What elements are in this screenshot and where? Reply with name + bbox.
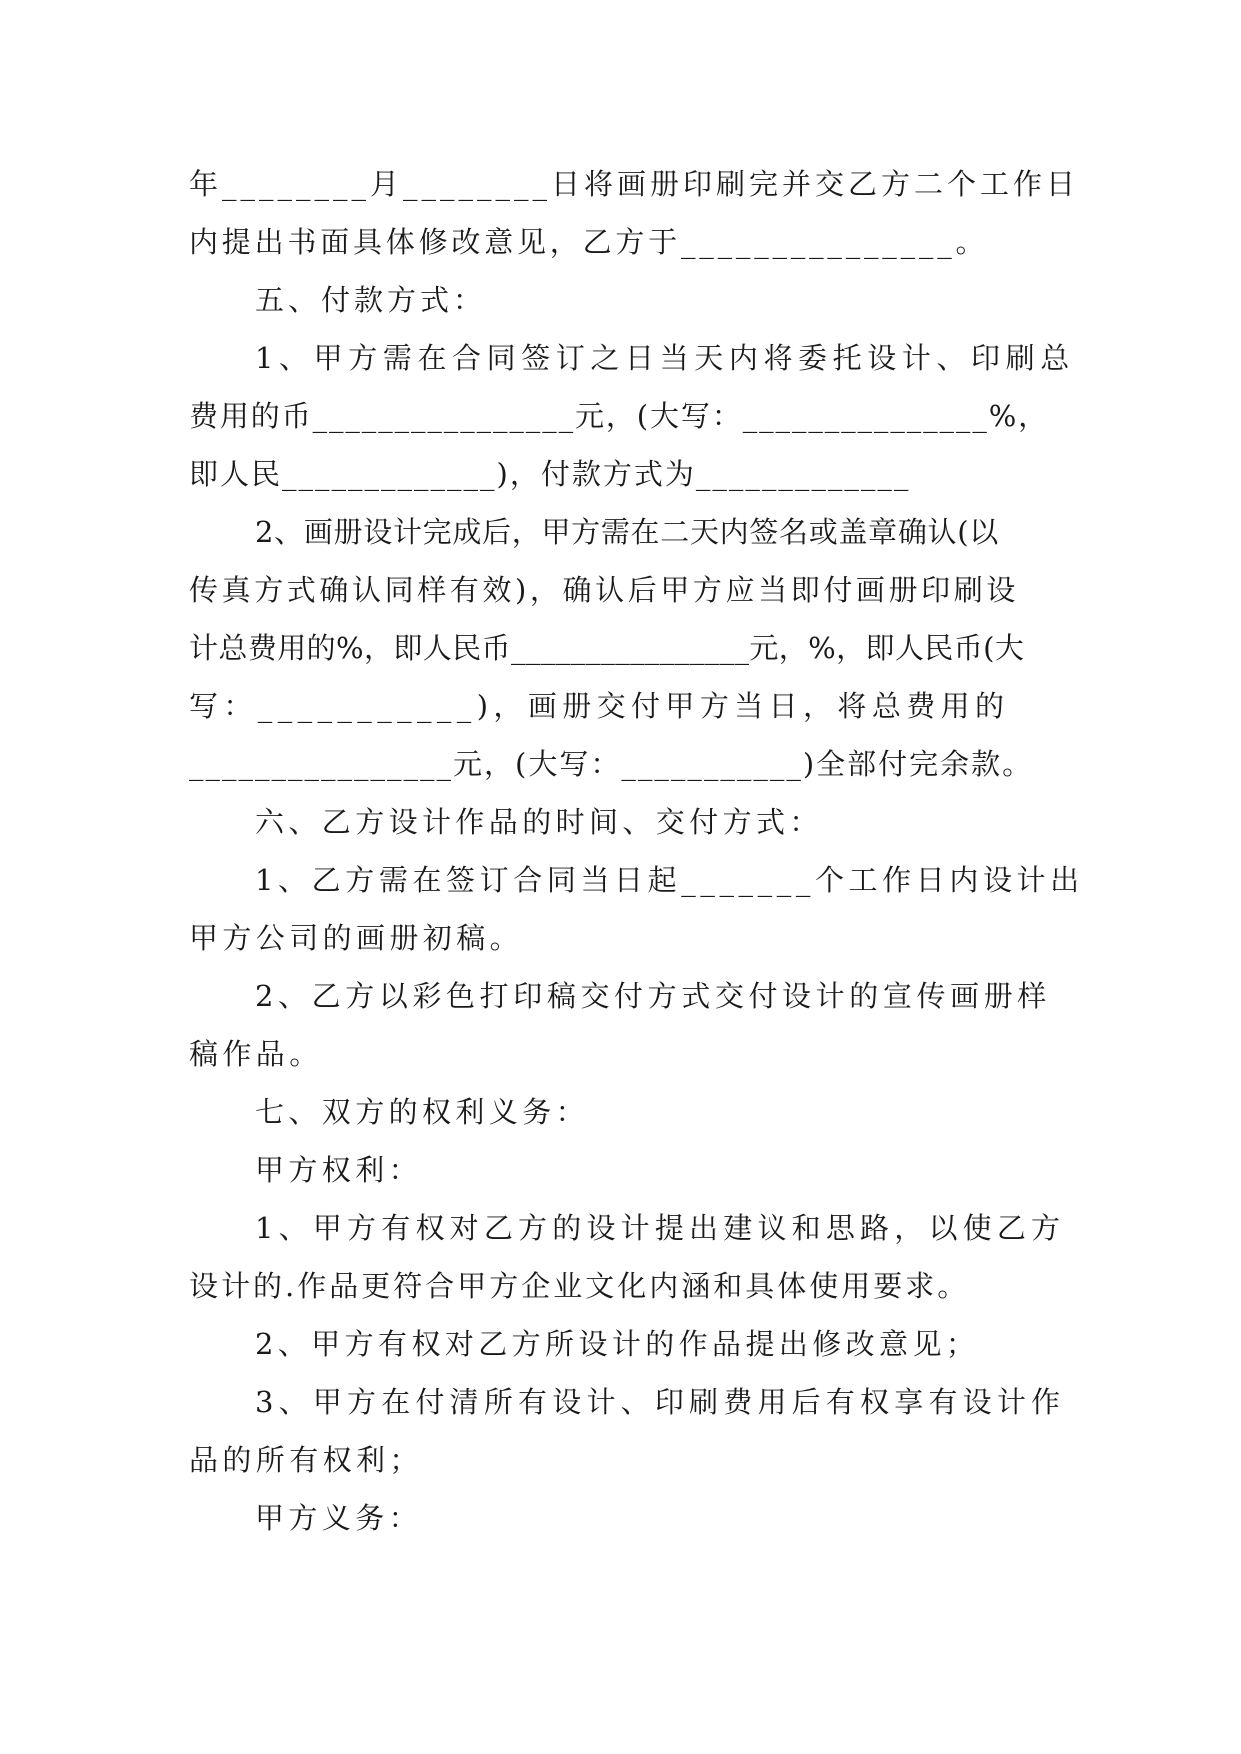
text-line: 1、乙方需在签订合同当日起_______个工作日内设计出 xyxy=(255,863,1084,897)
text-line: 2、乙方以彩色打印稿交付方式交付设计的宣传画册样 xyxy=(255,979,1051,1013)
subsection-heading: 甲方权利： xyxy=(255,1153,423,1187)
text-line: 品的所有权利； xyxy=(189,1443,423,1477)
text-line: 1、甲方有权对乙方的设计提出建议和思路，以使乙方 xyxy=(255,1211,1066,1245)
section-heading: 五、付款方式： xyxy=(255,283,487,317)
text-line: 内提出书面具体修改意见，乙方于_______________。 xyxy=(189,225,989,259)
text-line: ________________元，(大写：___________)全部付完余款。 xyxy=(189,747,1034,781)
text-line: 1、甲方需在合同签订之日当天内将委托设计、印刷总 xyxy=(255,341,1075,375)
text-line: 计总费用的%，即人民币________________元，%，即人民币(大 xyxy=(189,631,1025,665)
text-line: 传真方式确认同样有效)，确认后甲方应当即付画册印刷设 xyxy=(189,573,1019,607)
section-heading: 七、双方的权利义务： xyxy=(255,1095,590,1129)
text-line: 3、甲方在付清所有设计、印刷费用后有权享有设计作 xyxy=(255,1385,1066,1419)
section-heading: 六、乙方设计作品的时间、交付方式： xyxy=(255,805,823,839)
text-line: 年________月________日将画册印刷完并交乙方二个工作日 xyxy=(189,167,1080,201)
text-line: 写：___________)，画册交付甲方当日，将总费用的 xyxy=(189,689,1010,723)
text-line: 稿作品。 xyxy=(189,1037,323,1071)
text-line: 费用的币________________元，(大写：_______________%， xyxy=(189,399,1050,433)
text-line: 2、画册设计完成后，甲方需在二天内签名或盖章确认(以 xyxy=(255,515,999,549)
subsection-heading: 甲方义务： xyxy=(255,1501,423,1535)
text-line: 2、甲方有权对乙方所设计的作品提出修改意见； xyxy=(255,1327,980,1361)
text-line: 甲方公司的画册初稿。 xyxy=(189,921,524,955)
text-line: 设计的.作品更符合甲方企业文化内涵和具体使用要求。 xyxy=(189,1269,970,1303)
text-line: 即人民_____________)，付款方式为_____________ xyxy=(189,457,911,491)
